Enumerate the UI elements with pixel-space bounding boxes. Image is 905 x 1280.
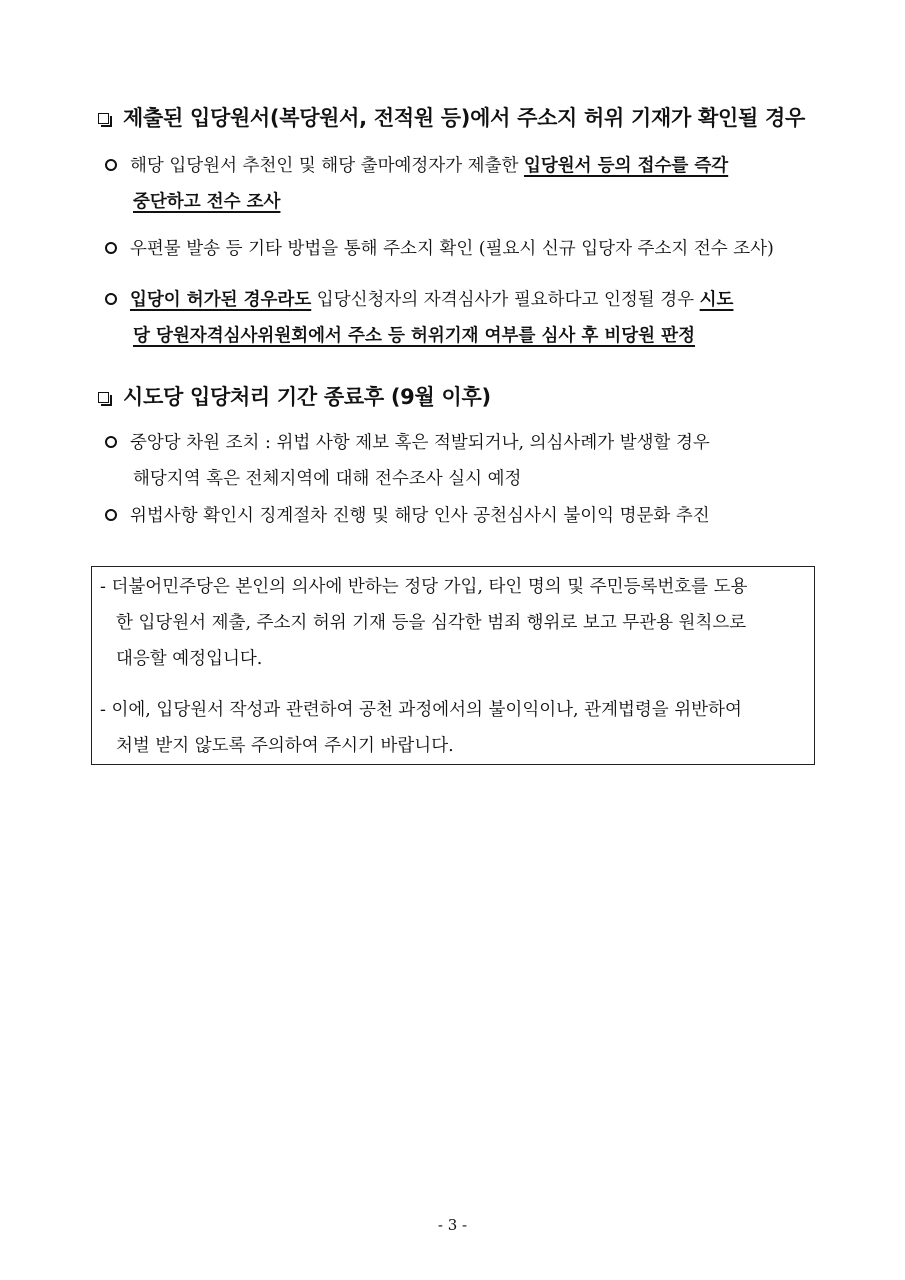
notice-line: - 이에, 입당원서 작성과 관련하여 공천 과정에서의 불이익이나, 관계법령을 위반하여 [100,700,742,720]
notice-line: 대응할 예정입니다. [116,649,263,669]
square-bullet-icon [98,113,109,124]
square-bullet-icon [98,392,109,403]
section-1-item-2 [105,231,820,267]
item-emphasis: 입당이 허가된 경우라도 [130,290,312,310]
item-text: 중앙당 차원 조치 : 위법 사항 제보 혹은 적발되거나, 의심사례가 발생할 경우 [130,433,710,453]
circle-bullet-icon [105,509,117,521]
notice-box [91,566,815,765]
section-2-heading-text: 시도당 입당처리 기간 종료후 (9월 이후) [123,385,491,409]
notice-paragraph-1 [100,569,806,677]
section-2-heading [98,382,491,412]
item-emphasis: 시도 [699,290,734,310]
item-emphasis: 중단하고 전수 조사 [133,192,281,212]
item-emphasis: 당 당원자격심사위원회에서 주소 등 허위기재 여부를 심사 후 비당원 판정 [133,326,695,346]
item-text: 위법사항 확인시 징계절차 진행 및 해당 인사 공천심사시 불이익 명문화 추진 [130,506,710,526]
notice-line: 처벌 받지 않도록 주의하여 주시기 바랍니다. [116,736,454,756]
notice-paragraph-2 [100,692,806,764]
section-1-heading-text: 제출된 입당원서(복당원서, 전적원 등)에서 주소지 허위 기재가 확인될 경우 [123,106,805,130]
item-emphasis: 입당원서 등의 접수를 즉각 [523,156,729,176]
section-1-item-3 [105,282,820,354]
section-2-item-1 [105,425,820,497]
item-text: 해당지역 혹은 전체지역에 대해 전수조사 실시 예정 [133,469,522,489]
item-text: 우편물 발송 등 기타 방법을 통해 주소지 확인 (필요시 신규 입당자 주소지 전수 조사) [130,239,774,259]
section-2-item-2 [105,498,820,534]
section-1-heading [98,103,805,133]
page-number: - 3 - [437,1216,468,1234]
section-1-item-1 [105,148,820,220]
notice-line: - 더불어민주당은 본인의 의사에 반하는 정당 가입, 타인 명의 및 주민등록번호를 도용 [100,577,748,597]
notice-line: 한 입당원서 제출, 주소지 허위 기재 등을 심각한 범죄 행위로 보고 무관용 원칙으로 [116,613,747,633]
circle-bullet-icon [105,293,117,305]
item-text: 해당 입당원서 추천인 및 해당 출마예정자가 제출한 [130,156,524,176]
circle-bullet-icon [105,436,117,448]
item-text: 입당신청자의 자격심사가 필요하다고 인정될 경우 [311,290,700,310]
circle-bullet-icon [105,159,117,171]
circle-bullet-icon [105,242,117,254]
